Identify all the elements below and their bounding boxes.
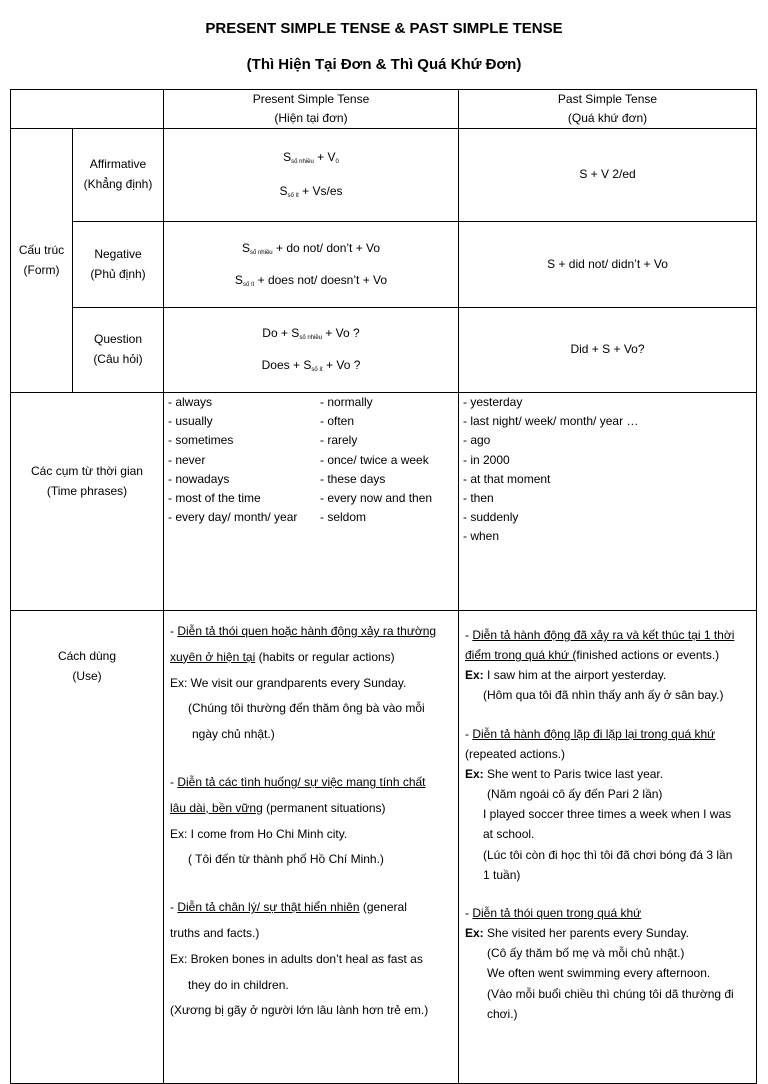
form-label-vn: Cấu trúc [18, 242, 65, 257]
formula-rest: + Vo ? [322, 326, 360, 341]
use-note: (repeated actions.) [465, 746, 566, 761]
list-item: - then [463, 490, 494, 505]
formula-line [164, 239, 458, 259]
example: She visited her parents every Sunday. [483, 926, 689, 941]
example: She went to Paris twice last year. [483, 766, 664, 781]
time-label-vn: Các cụm từ thời gian [31, 463, 143, 478]
header-present-title: Present Simple Tense [252, 92, 370, 107]
formula-subscript: số ít [287, 193, 299, 199]
use-label [11, 611, 164, 1084]
negative-present [164, 222, 459, 308]
list-item: - always [168, 395, 213, 409]
text-line: - Diễn tả hành động đã xảy ra và kết thúc tại 1 thời [465, 628, 735, 642]
list-item: - once/ twice a week [320, 452, 429, 467]
example: We often went swimming every afternoon. [487, 966, 711, 981]
use-heading: Diễn tả các tình huống/ sự việc mang tính chất [177, 774, 426, 789]
negative-label-en: Negative [94, 246, 142, 261]
list-item: - ago [463, 433, 491, 448]
affirmative-label [73, 129, 164, 222]
translation: ngày chủ nhật.) [192, 727, 275, 742]
example: at school. [483, 827, 535, 842]
formula-line [164, 271, 458, 291]
use-note: (habits or regular actions) [255, 649, 395, 664]
question-label-en: Question [93, 332, 143, 347]
use-heading: Diễn tả thói quen hoặc hành động xảy ra thường [177, 624, 437, 638]
translation: (Vào mỗi buổi chiều thì chúng tôi dã thường đi [487, 986, 734, 1001]
example: they do in children. [188, 977, 289, 992]
text-line [170, 796, 454, 822]
text-line: - Diễn tả thói quen hoặc hành động xảy ra thường [170, 624, 437, 638]
use-present [164, 611, 459, 1084]
list-item: - at that moment [463, 471, 551, 486]
translation: (Cô ấy thăm bố mẹ và mỗi chủ nhật.) [487, 946, 685, 961]
affirmative-past: S + V 2/ed [459, 129, 757, 222]
text-line [170, 645, 454, 671]
use-heading: lâu dài, bền vững [170, 800, 263, 815]
example-label: Ex: [465, 926, 484, 941]
time-past-list [459, 393, 756, 547]
use-note: finished actions or events.) [576, 648, 720, 663]
negative-label [73, 222, 164, 308]
list-item: - often [320, 414, 355, 429]
text-line [465, 645, 752, 665]
use-label-vn: Cách dùng [57, 649, 117, 663]
formula-line [164, 356, 458, 376]
use-past-text [459, 611, 756, 1024]
formula-rest: + V [313, 150, 336, 165]
formula-subject: S [241, 240, 250, 255]
use-heading: Diễn tả thói quen trong quá khứ [472, 905, 642, 920]
formula-subject: S [283, 150, 292, 165]
page-title: PRESENT SIMPLE TENSE & PAST SIMPLE TENSE [205, 20, 563, 37]
text-line: - Diễn tả thói quen trong quá khứ [465, 905, 642, 920]
table-row-question [11, 308, 757, 393]
table-row-affirmative [11, 129, 757, 222]
formula-subscript: số nhiều [249, 249, 273, 256]
list-item: - sometimes [168, 433, 234, 448]
example: Ex: We visit our grandparents every Sunday. [170, 675, 407, 690]
use-present-text [164, 611, 458, 1024]
table-row-time-phrases [11, 393, 757, 611]
page-subtitle: (Thì Hiện Tại Đơn & Thì Quá Khứ Đơn) [246, 56, 522, 73]
formula-subscript: số ít [311, 367, 323, 373]
header-past-title: Past Simple Tense [557, 92, 658, 107]
list-item: - these days [320, 471, 386, 486]
translation: (Năm ngoái cô ấy đến Pari 2 lần) [487, 787, 663, 802]
time-present [164, 393, 459, 611]
question-label-vn: (Câu hỏi) [93, 352, 143, 366]
formula-line [164, 182, 458, 202]
use-note: (general [359, 900, 407, 915]
list-item: - seldom [320, 510, 367, 525]
text-line: - Diễn tả hành động lặp đi lặp lại trong quá khứ [465, 726, 716, 741]
formula-subscript: số ít [242, 281, 255, 288]
header-past [459, 90, 757, 129]
example: I played soccer three times a week when I was [483, 807, 732, 822]
list-item: - last night/ week/ month/ year … [463, 414, 639, 429]
use-heading: Diễn tả chân lý/ sự thật hiển nhiên [177, 900, 360, 915]
affirmative-label-en: Affirmative [89, 157, 147, 172]
question-present [164, 308, 459, 393]
list-item: - usually [168, 414, 213, 429]
list-item: - never [168, 452, 206, 467]
header-empty-cell [11, 90, 164, 129]
list-item: - in 2000 [463, 452, 510, 467]
translation: (Hôm qua tôi đã nhìn thấy anh ấy ở sân bay.) [483, 688, 724, 703]
formula-rest: + Vs/es [298, 184, 343, 198]
list-item: - normally [320, 395, 373, 409]
list-item: - rarely [320, 433, 358, 448]
example: I saw him at the airport yesterday. [483, 668, 667, 683]
text-line [465, 665, 752, 685]
translation: (Xương bị gãy ở người lớn lâu lành hơn trẻ em.) [170, 1003, 429, 1018]
list-item: - suddenly [463, 510, 519, 525]
formula-subscript: số nhiều [299, 335, 322, 342]
formula-subject: S [279, 184, 288, 198]
header-present-vn: (Hiện tại đơn) [274, 111, 348, 125]
table-row-negative [11, 222, 757, 308]
formula-subject: Does + S [261, 358, 312, 372]
affirmative-present [164, 129, 459, 222]
formula-subscript: 0 [335, 159, 339, 166]
formula-subscript: số nhiều [291, 159, 314, 166]
list-item: - most of the time [168, 490, 261, 505]
form-label [11, 129, 73, 393]
header-past-vn: (Quá khứ đơn) [567, 111, 648, 125]
use-heading: xuyên ở hiện tại [170, 649, 256, 664]
time-present-col2 [320, 393, 454, 527]
time-label [11, 393, 164, 611]
tense-comparison-table [10, 89, 757, 1084]
example-label: Ex: [465, 668, 484, 683]
list-item: - yesterday [463, 395, 523, 409]
time-present-lists [164, 393, 458, 527]
formula-rest: + Vo ? [322, 358, 361, 372]
use-heading: Diễn tả hành động đã xảy ra và kết thúc tại 1 thời [472, 628, 735, 642]
formula-subject: S [234, 272, 243, 287]
translation: chơi.) [487, 1006, 518, 1021]
translation: ( Tôi đến từ thành phố Hồ Chí Minh.) [188, 852, 384, 867]
affirmative-label-vn: (Khẳng định) [83, 177, 153, 191]
translation: (Lúc tôi còn đi học thì tôi đã chơi bóng đá 3 lần [483, 847, 733, 862]
negative-past: S + did not/ didn’t + Vo [459, 222, 757, 308]
table-header-row [11, 90, 757, 129]
use-heading: Diễn tả hành động lặp đi lặp lại trong quá khứ [472, 726, 716, 741]
formula-rest: + does not/ doesn’t + Vo [254, 272, 388, 287]
form-label-en: (Form) [23, 262, 60, 277]
question-label [73, 308, 164, 393]
use-label-en: (Use) [72, 668, 102, 683]
use-past [459, 611, 757, 1084]
use-note: truths and facts.) [170, 925, 260, 940]
list-item: - when [463, 529, 500, 544]
header-present [164, 90, 459, 129]
example: Ex: I come from Ho Chi Minh city. [170, 826, 348, 841]
formula-subject: Do + S [262, 326, 300, 341]
time-present-col1 [168, 393, 320, 527]
translation: (Chúng tôi thường đến thăm ông bà vào mỗi [188, 701, 425, 716]
use-note: (permanent situations) [262, 800, 386, 815]
formula-rest: + do not/ don’t + Vo [272, 240, 381, 255]
negative-label-vn: (Phủ định) [90, 266, 146, 281]
text-line: - Diễn tả chân lý/ sự thật hiển nhiên (general [170, 900, 407, 915]
translation: 1 tuần) [483, 867, 521, 882]
list-item: - every day/ month/ year [168, 510, 298, 525]
list-item: - every now and then [320, 490, 433, 505]
time-label-en: (Time phrases) [46, 483, 128, 498]
use-heading: điểm trong quá khứ ( [465, 648, 577, 663]
example-label: Ex: [465, 766, 484, 781]
list-item: - nowadays [168, 471, 230, 486]
text-line [465, 764, 752, 784]
question-past: Did + S + Vo? [459, 308, 757, 393]
formula-line [164, 324, 458, 344]
text-line [465, 923, 752, 943]
formula-line [164, 148, 458, 168]
example: Ex: Broken bones in adults don’t heal as fast as [170, 951, 423, 966]
text-line: - Diễn tả các tình huống/ sự việc mang tính chất [170, 774, 426, 789]
time-past [459, 393, 757, 611]
table-row-use [11, 611, 757, 1084]
